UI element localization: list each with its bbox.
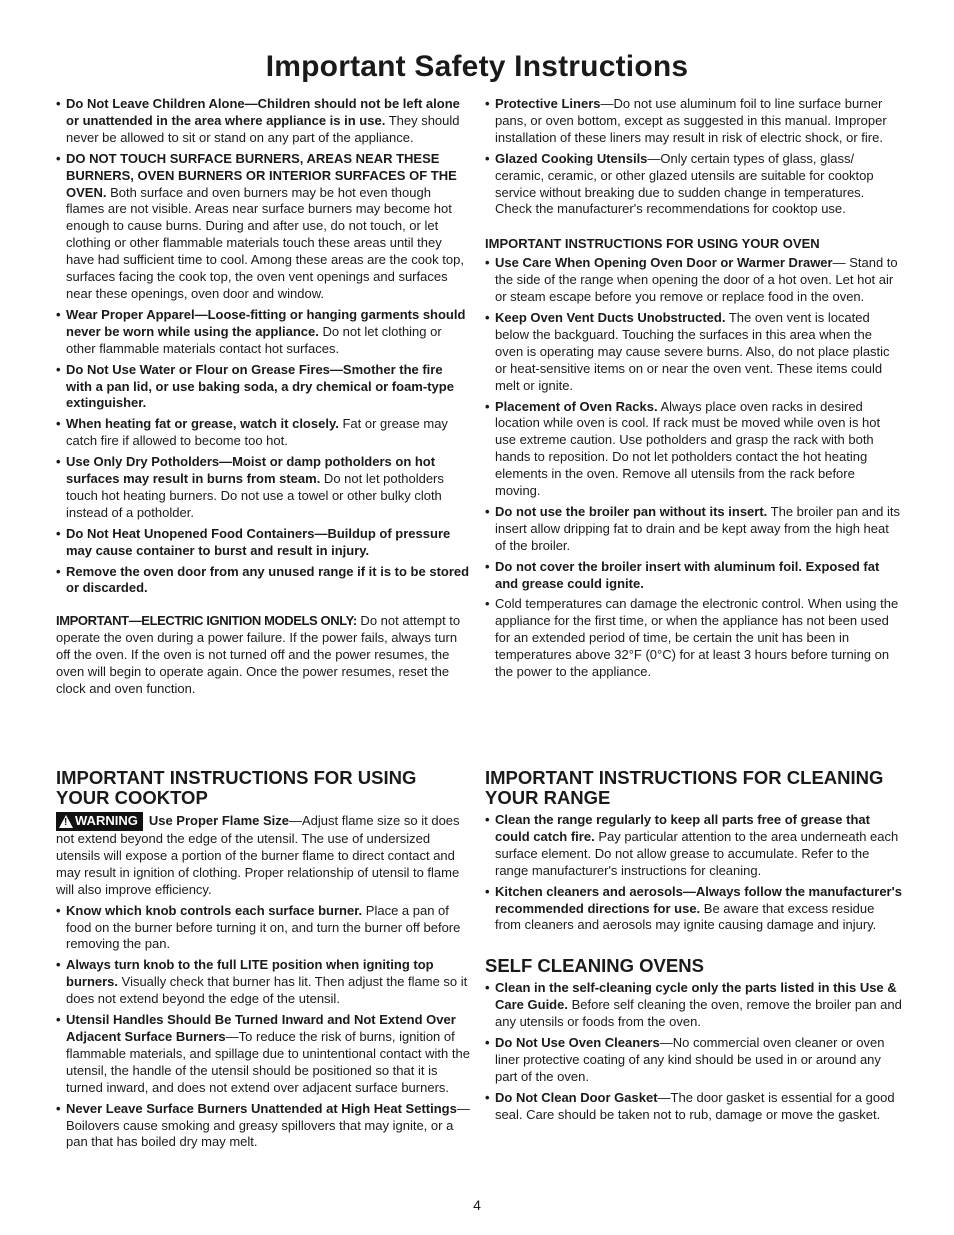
item-text: Pay particular attention to the area underneath each surface element. Do not allow grease to accumulate. Refer to the range manufacturer's instructions for cleaning.: [495, 828, 899, 878]
cleaning-column: [485, 768, 903, 1128]
item-bold-text: Utensil Handles Should Be Turned Inward and Not Extend Over Adjacent Surface Burners: [66, 1012, 456, 1044]
item-bold-text: Do Not Use Oven Cleaners: [495, 1035, 660, 1051]
item-text: Visually check that burner has lit. Then adjust the flame so it does not extend beyond the edge of the utensil.: [66, 974, 468, 1007]
list-item: [56, 1101, 470, 1152]
list-item: [56, 307, 470, 358]
item-bold-text: Do not cover the broiler insert with aluminum foil. Exposed fat and grease could ignite.: [495, 558, 880, 591]
item-bold-text: Kitchen cleaners and aerosols—Always follow the manufacturer's recommended directions for use.: [495, 883, 902, 916]
left-top-column: [56, 96, 470, 698]
item-bold-text: Know which knob controls each surface burner.: [66, 902, 363, 918]
item-bold-text: Keep Oven Vent Ducts Unobstructed.: [495, 309, 726, 325]
list-item: [56, 526, 470, 560]
item-bold-text: Use Only Dry Potholders—Moist or damp potholders on hot surfaces may result in burns from steam.: [66, 454, 436, 487]
item-bold-text: Do Not Clean Door Gasket: [495, 1089, 658, 1105]
item-bold-text: Do Not Leave Children Alone—Children should not be left alone or unattended in the area where appliance is in use.: [66, 96, 460, 128]
self-cleaning-section-heading: SELF CLEANING OVENS: [485, 955, 704, 977]
list-item: [485, 151, 903, 219]
item-text: Before self cleaning the oven, remove the broiler pan and any utensils or foods from the oven.: [495, 997, 902, 1030]
oven-section-heading: IMPORTANT INSTRUCTIONS FOR USING YOUR OVEN: [485, 236, 820, 252]
item-bold-text: DO NOT TOUCH SURFACE BURNERS, AREAS NEAR THESE BURNERS, OVEN BURNERS OR INTERIOR SURFACES OF THE OVEN.: [66, 150, 457, 200]
warning-badge-label: WARNING: [75, 813, 138, 829]
list-item: [485, 1035, 903, 1086]
item-text: They should never be allowed to sit or stand on any part of the appliance.: [66, 112, 460, 145]
item-text: Fat or grease may catch fire if allowed to become too hot.: [66, 416, 448, 449]
right-top-column: [485, 96, 903, 685]
self-cleaning-list: [485, 980, 903, 1123]
list-item: [56, 957, 470, 1008]
warning-title: Use Proper Flame Size: [148, 812, 290, 828]
item-bold-text: Never Leave Surface Burners Unattended at High Heat Settings: [66, 1100, 457, 1116]
item-bold-text: When heating fat or grease, watch it closely.: [66, 416, 339, 432]
item-bold-text: Do Not Use Water or Flour on Grease Fires—Smother the fire with a pan lid, or use baking soda, a dry chemical or foam-type extinguisher.: [66, 361, 454, 411]
list-item: [56, 1012, 470, 1097]
list-item: [485, 504, 903, 555]
cleaning-list: [485, 812, 903, 934]
list-item: [485, 1090, 903, 1124]
list-item: [485, 310, 903, 395]
list-item: [56, 454, 470, 522]
flame-size-warning: [56, 812, 470, 899]
list-item: [485, 884, 903, 935]
item-text: Do not let potholders touch hot heating burners. Do not use a towel or other bulky cloth instead of a potholder.: [66, 471, 444, 520]
warning-text: —Adjust flame size so it does not extend beyond the edge of the utensil. The use of undersized utensils will expose a portion of the burner flame to direct contact and may result in ignition of clothing. Proper relationship of utensil to flame will also improve efficiency.: [56, 812, 460, 897]
item-bold-text: Use Care When Opening Oven Door or Warmer Drawer: [495, 255, 833, 271]
item-text: —Do not use aluminum foil to line surface burner pans, or oven bottom, except as suggested in this manual. Improper installation of these liners may result in risk of electric shock, or fire.: [495, 96, 887, 145]
item-bold-text: Remove the oven door from any unused range if it is to be stored or discarded.: [66, 563, 470, 596]
item-text: The oven vent is located below the backguard. Touching the surfaces in this area when the oven is operating may cause severe burns. Also, do not place plastic or heat-sensitive items on or near the oven vent. These items could melt or ignite.: [495, 309, 890, 393]
item-text: Both surface and oven burners may be hot even though flames are not visible. Areas near surface burners may become hot enough to cause burns. During and after use, do not touch, or let clothing or other flammable materials touch these areas until they have had sufficient time to cool. Among these areas are the cook top, surfaces facing the cook top, the oven vent openings and surfaces near these openings, oven door and window.: [66, 184, 464, 301]
item-bold-text: Protective Liners: [495, 96, 601, 111]
item-bold-text: Do Not Heat Unopened Food Containers—Buildup of pressure may cause container to burst and result in injury.: [66, 525, 451, 558]
item-text: —The door gasket is essential for a good seal. Care should be taken not to rub, damage or move the gasket.: [495, 1089, 895, 1122]
item-text: —No commercial oven cleaner or oven liner protective coating of any kind should be used in or around any part of the oven.: [495, 1035, 885, 1084]
electric-ignition-note: [56, 613, 470, 698]
cooktop-section-heading: IMPORTANT INSTRUCTIONS FOR USING YOUR COOKTOP: [56, 767, 417, 808]
list-item: [485, 980, 903, 1031]
list-item: [485, 812, 903, 880]
electric-ignition-text: Do not attempt to operate the oven during a power failure. If the power fails, always turn off the oven. If the oven is not turned off and the power resumes, the oven will begin to operate again. Once the power resumes, reset the clock and oven function.: [56, 613, 461, 696]
cooktop-column: [56, 768, 470, 1155]
item-bold-text: Clean the range regularly to keep all parts free of grease that could catch fire.: [495, 812, 870, 844]
list-item: [485, 399, 903, 500]
cleaning-section-heading: IMPORTANT INSTRUCTIONS FOR CLEANING YOUR RANGE: [485, 767, 884, 808]
item-text: — Stand to the side of the range when opening the door of a hot oven. Let hot air or steam escape before you remove or replace food in the oven.: [495, 255, 898, 305]
item-bold-text: Always turn knob to the full LITE position when igniting top burners.: [66, 957, 434, 990]
left-top-list: [56, 96, 470, 597]
item-bold-text: Do not use the broiler pan without its insert.: [495, 503, 768, 519]
list-item: [485, 255, 903, 306]
list-item: [56, 362, 470, 413]
list-item: [56, 151, 470, 303]
list-item: [485, 96, 903, 147]
warning-badge: [56, 812, 143, 831]
item-text: —To reduce the risk of burns, ignition of flammable materials, and spillage due to unintentional contact with the utensil, the handle of the utensil should be positioned so that it is turned inward, and does not extend over adjacent surface burners.: [66, 1028, 470, 1095]
list-item: [56, 96, 470, 147]
list-item: [56, 564, 470, 598]
page-number: 4: [473, 1197, 481, 1213]
item-bold-text: Glazed Cooking Utensils: [495, 150, 648, 166]
page-title: Important Safety Instructions: [265, 50, 689, 83]
item-bold-text: Wear Proper Apparel—Loose-fitting or hanging garments should never be worn while using the appliance.: [66, 306, 466, 339]
warning-triangle-icon: !: [59, 815, 73, 828]
item-text: Place a pan of food on the burner before turning it on, and turn the burner off before removing the pan.: [66, 902, 461, 952]
list-item: [56, 416, 470, 450]
item-bold-text: Placement of Oven Racks.: [495, 398, 658, 414]
item-text: Cold temperatures can damage the electronic control. When using the appliance for the first time, or when the appliance has not been used for an extended period of time, be certain the unit has been in temperatures above 32°F (0°C) for at least 3 hours before turning on the power to the appliance.: [495, 596, 899, 680]
item-text: Be aware that excess residue from cleaners and aerosols may ignite causing damage and injury.: [495, 900, 877, 933]
item-text: The broiler pan and its insert allow dripping fat to drain and be kept away from the high heat of the broiler.: [495, 503, 901, 553]
item-text: —Boilovers cause smoking and greasy spillovers that may ignite, or a pan that has boiled dry may melt.: [66, 1100, 470, 1150]
item-text: —Only certain types of glass, glass/ ceramic, ceramic, or other glazed utensils are suitable for cooktop service without breaking due to sudden change in temperatures. Check the manufacturer's recommendations for cooktop use.: [495, 150, 874, 217]
list-item: [56, 903, 470, 954]
item-text: Do not let clothing or other flammable materials contact hot surfaces.: [66, 323, 442, 356]
item-bold-text: Clean in the self-cleaning cycle only the parts listed in this Use & Care Guide.: [495, 980, 897, 1013]
electric-ignition-label: IMPORTANT—ELECTRIC IGNITION MODELS ONLY:: [56, 613, 357, 629]
list-item: [485, 559, 903, 593]
cooktop-list: [56, 903, 470, 1152]
right-top-list: [485, 96, 903, 218]
item-text: Always place oven racks in desired location while oven is cool. If rack must be moved while oven is hot use extreme caution. Use potholders and grasp the rack with both hands to reposition. Do not let potholders contact the hot heating elements in the oven. Remove all utensils from the rack before moving.: [495, 398, 881, 499]
oven-list: [485, 255, 903, 681]
list-item: [485, 596, 903, 681]
